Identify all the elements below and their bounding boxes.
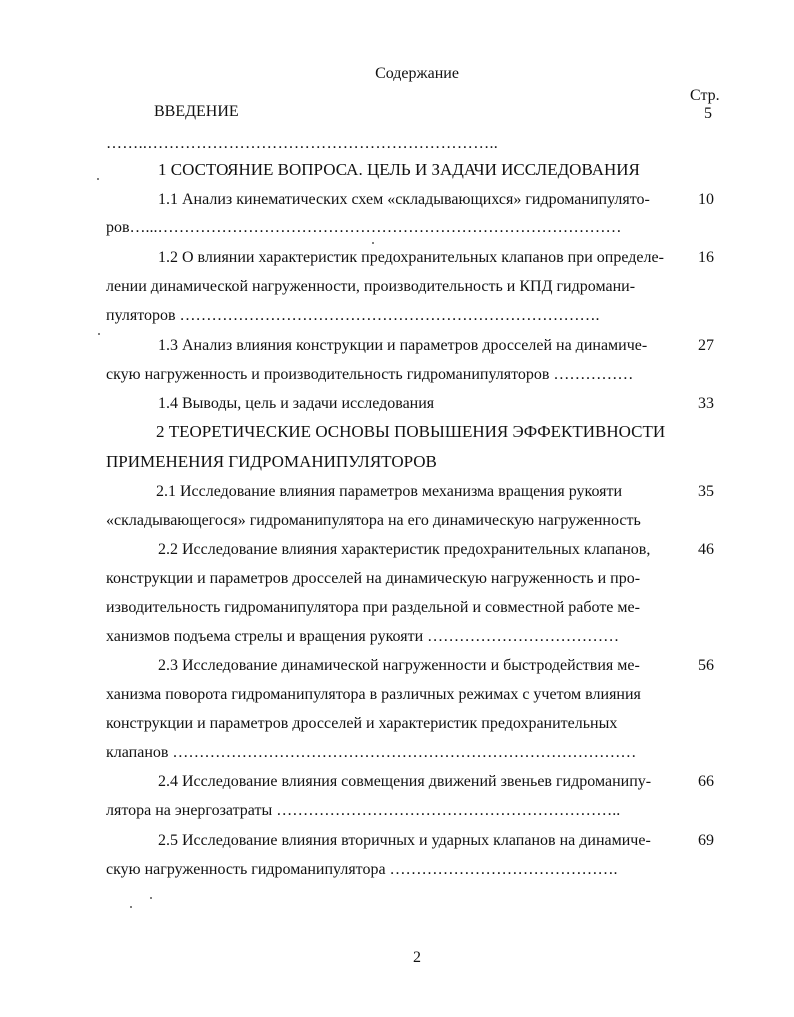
scan-speck [130,906,132,908]
toc-leader-line: ……..……………………………………………………….. [106,135,499,152]
toc-line: 1.2 О влиянии характеристик предохранительных клапанов при определе- [158,249,664,266]
toc-line: ВВЕДЕНИЕ [154,103,239,120]
toc-line: ханизма поворота гидроманипулятора в различных режимах с учетом влияния [106,686,641,703]
toc-page-number: 10 [698,191,714,208]
toc-line: изводительность гидроманипулятора при раздельной и совместной работе ме- [106,599,640,616]
toc-line: 2.3 Исследование динамической нагруженности и быстродействия ме- [158,657,640,674]
toc-page-number: 46 [698,541,714,558]
toc-line: ров…...…………………………………………………………………………… [106,219,622,236]
toc-chapter-heading: 2 ТЕОРЕТИЧЕСКИЕ ОСНОВЫ ПОВЫШЕНИЯ ЭФФЕКТИВНОСТИ [156,422,666,441]
toc-line: 1.4 Выводы, цель и задачи исследования [158,395,435,412]
toc-line: ханизмов подъема стрелы и вращения рукояти ……………………………… [106,628,620,645]
toc-chapter-heading: 1 СОСТОЯНИЕ ВОПРОСА. ЦЕЛЬ И ЗАДАЧИ ИССЛЕДОВАНИЯ [158,160,640,179]
footer-page-number: 2 [413,949,421,966]
toc-page-number: 66 [698,773,714,790]
toc-page-number: 27 [698,337,714,354]
toc-line: пуляторов ……………………………………………………………………. [106,307,600,324]
toc-line: 2.1 Исследование влияния параметров механизма вращения рукояти [156,483,623,500]
toc-line: 1.3 Анализ влияния конструкции и параметров дросселей на динамиче- [158,337,648,354]
toc-line: лении динамической нагруженности, производительность и КПД гидромани- [106,278,636,295]
toc-line: клапанов …………………………………………………………………………… [106,744,637,761]
toc-page-number: 5 [704,105,712,122]
toc-line: 2.5 Исследование влияния вторичных и ударных клапанов на динамиче- [158,832,651,849]
scan-speck [97,178,99,180]
toc-page-number: 56 [698,657,714,674]
scan-speck [98,333,100,335]
toc-page-number: 69 [698,832,714,849]
toc-line: конструкции и параметров дросселей на динамическую нагруженность и про- [106,570,641,587]
toc-line: лятора на энергозатраты ……………………………………………………….. [106,802,621,819]
toc-page-number: 16 [698,249,714,266]
scan-speck [150,897,152,899]
toc-line: скую нагруженность и производительность гидроманипуляторов …………… [106,366,634,383]
toc-line: 2.4 Исследование влияния совмещения движений звеньев гидроманипу- [158,773,652,790]
toc-page-number: 35 [698,483,714,500]
toc-line: 2.2 Исследование влияния характеристик предохранительных клапанов, [158,541,651,558]
page-column-label: Стр. [690,87,720,104]
toc-line: 1.1 Анализ кинематических схем «складывающихся» гидроманипулято- [158,191,650,208]
toc-line: «складывающегося» гидроманипулятора на его динамическую нагруженность [106,512,641,529]
scan-speck [372,242,374,244]
toc-page-number: 33 [698,395,714,412]
toc-chapter-heading: ПРИМЕНЕНИЯ ГИДРОМАНИПУЛЯТОРОВ [106,452,437,471]
toc-line: скую нагруженность гидроманипулятора ……………………………………. [106,861,618,878]
toc-line: конструкции и параметров дросселей и характеристик предохранительных [106,715,618,732]
document-title: Содержание [375,65,459,82]
